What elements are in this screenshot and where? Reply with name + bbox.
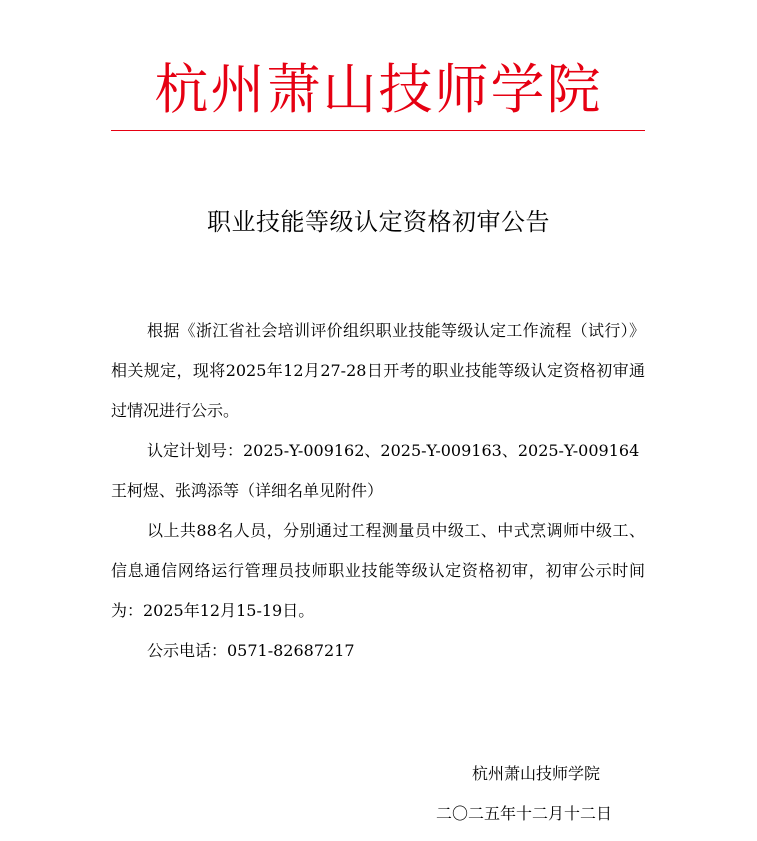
document-title: 职业技能等级认定资格初审公告: [207, 208, 550, 236]
institution-header-title: 杭州萧山技师学院: [154, 58, 603, 121]
phone-block: [111, 631, 645, 671]
body-paragraph-regulation: 根据《浙江省社会培训评价组织职业技能等级认定工作流程（试行）》相关规定，现将2025年12月27-28日开考的职业技能等级认定资格初审通过情况进行公示。: [111, 321, 645, 420]
document-body: [111, 311, 645, 431]
contact-phone-line: 公示电话：0571-82687217: [147, 641, 355, 660]
plan-numbers-block: [111, 431, 645, 471]
candidate-names-line: 王柯煜、张鸿添等（详细名单见附件）: [111, 481, 384, 500]
signature-issuer: 杭州萧山技师学院: [472, 764, 601, 783]
summary-block: [111, 511, 645, 631]
names-block: [111, 471, 645, 511]
plan-numbers-line: 认定计划号：2025-Y-009162、2025-Y-009163、2025-Y-009164: [147, 441, 640, 460]
header-divider-line: [111, 130, 645, 131]
body-paragraph-summary: 以上共88名人员，分别通过工程测量员中级工、中式烹调师中级工、信息通信网络运行管理员技师职业技能等级认定资格初审，初审公示时间为：2025年12月15-19日。: [111, 521, 645, 620]
signature-date: 二〇二五年十二月十二日: [436, 804, 613, 823]
